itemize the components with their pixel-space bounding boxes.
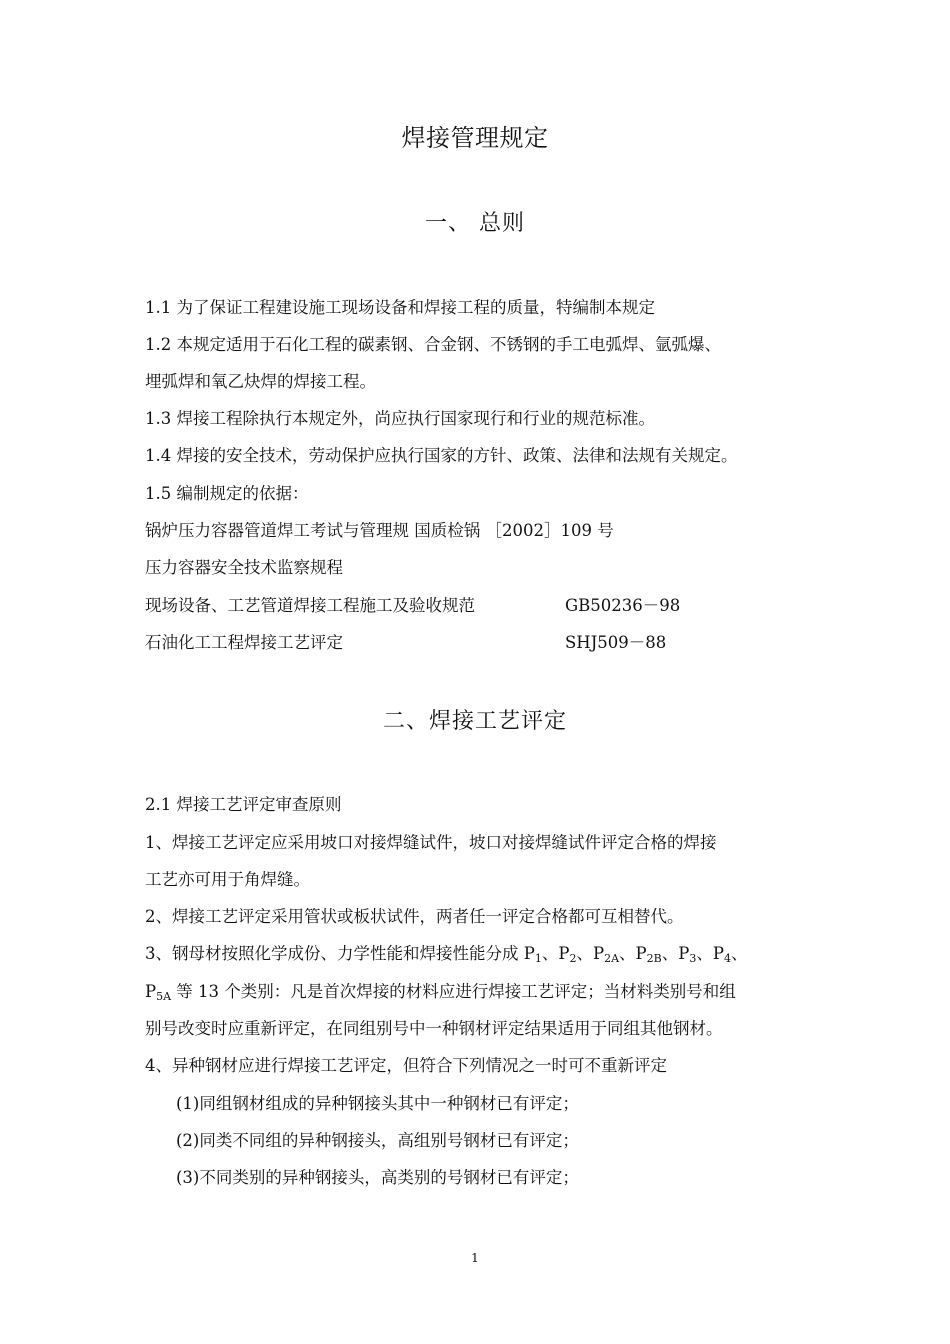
list-item: 3、钢母材按照化学成份、力学性能和焊接性能分成 $P_1$、$P_2$、$P_{2A}$、$P_{2B}$、$P_3$、$P_4$、: [145, 944, 748, 964]
paragraph-1-4: 1.4 焊接的安全技术，劳动保护应执行国家的方针、政策、法律和法规有关规定。: [145, 446, 738, 465]
reference-code: SHJ509－88: [565, 633, 667, 652]
document-title: 焊接管理规定: [401, 124, 549, 152]
paragraph-1-2: 1.2 本规定适用于石化工程的碳素钢、合金钢、不锈钢的手工电弧焊、氩弧爆、: [145, 335, 721, 354]
sub-list-item: (1)同组钢材组成的异种钢接头其中一种钢材已有评定；: [176, 1094, 579, 1113]
sub-list-item: (2)同类不同组的异种钢接头，高组别号钢材已有评定；: [176, 1131, 579, 1150]
list-item: 4、异种钢材应进行焊接工艺评定，但符合下列情况之一时可不重新评定: [145, 1056, 667, 1075]
list-item-cont: 别号改变时应重新评定，在同组别号中一种钢材评定结果适用于同组其他钢材。: [145, 1019, 723, 1038]
sub-list-item: (3)不同类别的异种钢接头，高类别的号钢材已有评定；: [176, 1168, 579, 1187]
paragraph-1-3: 1.3 焊接工程除执行本规定外，尚应执行国家现行和行业的规范标准。: [145, 409, 655, 428]
list-item-cont: $P_{5A}$ 等 13 个类别：凡是首次焊接的材料应进行焊接工艺评定；当材料类别号和组: [145, 982, 736, 1002]
reference-code: GB50236－98: [565, 596, 681, 615]
section-heading-procedure-qualification: 二、焊接工艺评定: [382, 709, 567, 734]
reference-line: 压力容器安全技术监察规程: [145, 558, 343, 577]
reference-name: 石油化工工程焊接工艺评定: [145, 633, 343, 652]
paragraph-1-5: 1.5 编制规定的依据：: [145, 484, 309, 503]
section-heading-general: 一、 总则: [425, 211, 525, 236]
paragraph-1-1: 1.1 为了保证工程建设施工现场设备和焊接工程的质量，特编制本规定: [145, 298, 655, 317]
paragraph-1-2-cont: 埋弧焊和氧乙炔焊的焊接工程。: [145, 372, 376, 391]
page-number: 1: [471, 1251, 479, 1265]
reference-name: 现场设备、工艺管道焊接工程施工及验收规范: [145, 596, 475, 615]
list-item: 2、焊接工艺评定采用管状或板状试件，两者任一评定合格都可互相替代。: [145, 907, 684, 926]
reference-line: 锅炉压力容器管道焊工考试与管理规 国质检锅 ［2002］109 号: [145, 521, 614, 540]
list-item: 1、焊接工艺评定应采用坡口对接焊缝试件，坡口对接焊缝试件评定合格的焊接: [145, 833, 717, 852]
paragraph-2-1: 2.1 焊接工艺评定审查原则: [145, 795, 342, 814]
list-item-cont: 工艺亦可用于角焊缝。: [145, 870, 310, 889]
